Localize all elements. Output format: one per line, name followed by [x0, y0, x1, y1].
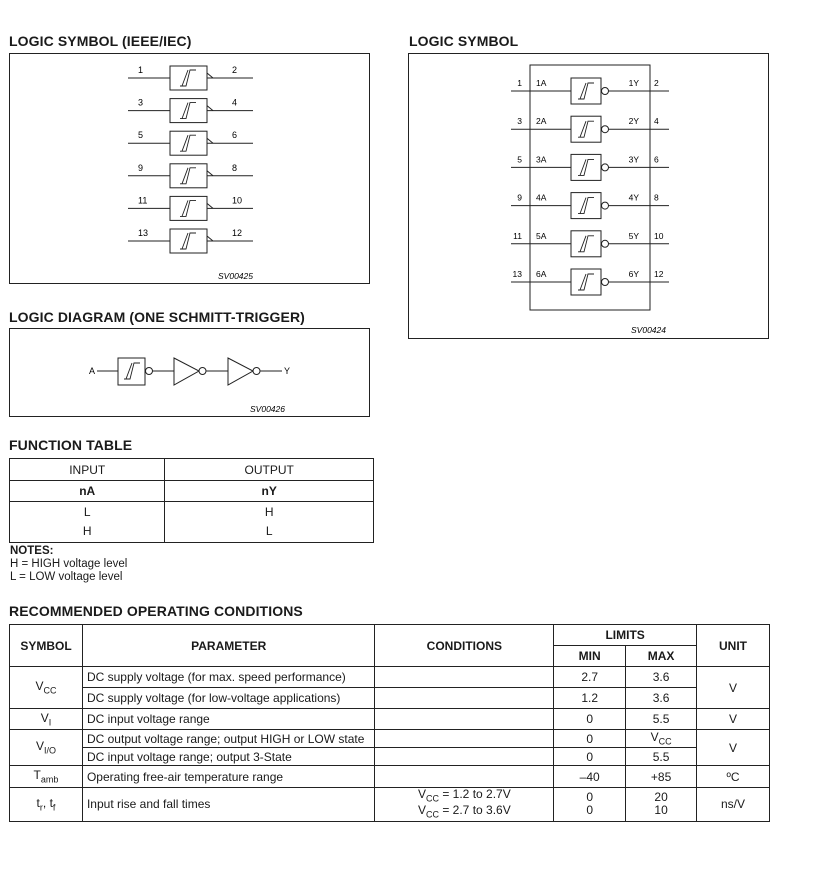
inversion-flag [207, 106, 213, 111]
roc-min: 2.7 [554, 667, 626, 688]
input-pin-number: 11 [138, 195, 148, 206]
figure-code: SV00425 [218, 271, 253, 281]
output-pin-number: 2 [232, 65, 238, 75]
roc-parameter: Input rise and fall times [82, 788, 375, 822]
roc-min: 0 [554, 730, 626, 748]
logic-diagram-title: LOGIC DIAGRAM (ONE SCHMITT-TRIGGER) [9, 309, 305, 325]
input-name: 2A [536, 116, 547, 127]
input-pin-number: 11 [513, 230, 522, 241]
input-name: 3A [536, 154, 547, 165]
inversion-bubble [602, 88, 609, 95]
output-pin-number: 8 [232, 162, 238, 173]
roc-parameter: DC supply voltage (for low-voltage applications) [82, 688, 375, 709]
output-pin-number: 10 [654, 230, 664, 241]
roc-max: +85 [626, 766, 697, 788]
roc-unit: V [697, 667, 770, 709]
input-pin-number: 9 [517, 192, 522, 203]
schmitt-gate-box [170, 99, 207, 123]
input-pin-number: 1 [138, 65, 144, 75]
inverter-triangle-icon [174, 358, 199, 385]
inversion-bubble [602, 202, 609, 209]
inversion-flag [207, 203, 213, 208]
logic-diagram-svg [10, 329, 369, 416]
hysteresis-icon [124, 363, 140, 379]
ft-cell: H [82, 524, 92, 538]
roc-conditions [375, 730, 554, 748]
logic-diagram-figure [9, 328, 370, 417]
inversion-flag [207, 73, 213, 78]
schmitt-gate-box [170, 66, 207, 90]
inversion-bubble [602, 164, 609, 171]
roc-unit: ºC [697, 766, 770, 788]
input-pin-number: 13 [512, 269, 522, 279]
output-pin-number: 2 [654, 78, 659, 88]
ft-cell: L [265, 524, 273, 538]
input-pin-number: 5 [138, 130, 144, 141]
roc-unit: ns/V [697, 788, 770, 822]
ft-subheader-na: nA [10, 481, 165, 502]
hysteresis-icon [578, 274, 594, 290]
ft-header-input: INPUT [10, 459, 165, 481]
inversion-flag [207, 138, 213, 143]
output-name: 4Y [628, 192, 639, 203]
ieee-symbol-figure [9, 53, 370, 284]
roc-title: RECOMMENDED OPERATING CONDITIONS [9, 603, 303, 619]
roc-parameter: DC output voltage range; output HIGH or LOW state [82, 730, 375, 748]
logic-symbol-svg [409, 54, 768, 338]
output-pin-number: 6 [654, 154, 659, 165]
roc-max: 5.5 [626, 709, 697, 730]
roc-conditions [375, 709, 554, 730]
hysteresis-icon [578, 198, 594, 214]
hysteresis-icon [180, 200, 196, 216]
ft-cell: L [83, 505, 91, 519]
ft-output-column [165, 502, 374, 543]
ft-subheader-ny: nY [165, 481, 374, 502]
inversion-bubble [602, 126, 609, 133]
output-pin-number: 10 [232, 195, 243, 206]
output-pin-number: 4 [654, 116, 659, 127]
diagram-output-label: Y [284, 366, 291, 376]
roc-parameter: Operating free-air temperature range [82, 766, 375, 788]
roc-min: 0 [554, 709, 626, 730]
input-name: 6A [536, 269, 547, 279]
figure-code: SV00424 [631, 325, 666, 335]
output-name: 3Y [628, 154, 639, 165]
schmitt-gate-box [170, 164, 207, 188]
diagram-input-label: A [89, 366, 96, 376]
input-name: 4A [536, 192, 547, 203]
roc-parameter: DC input voltage range; output 3-State [82, 748, 375, 766]
roc-symbol-vio: $V_{I/O}$ [10, 730, 83, 766]
roc-unit: V [697, 709, 770, 730]
inversion-bubble [602, 279, 609, 286]
roc-max: 3.6 [626, 688, 697, 709]
hysteresis-icon [180, 103, 196, 119]
roc-max: 5.5 [626, 748, 697, 766]
output-pin-number: 6 [232, 130, 238, 141]
roc-table [9, 624, 770, 822]
ft-input-column [10, 502, 165, 543]
roc-parameter: DC supply voltage (for max. speed performance) [82, 667, 375, 688]
roc-header-symbol: SYMBOL [10, 625, 83, 667]
hysteresis-icon [180, 135, 196, 151]
roc-header-max: MAX [626, 646, 697, 667]
roc-unit: V [697, 730, 770, 766]
note-line: H = HIGH voltage level [10, 558, 128, 570]
output-pin-number: 8 [654, 192, 659, 203]
input-pin-number: 9 [138, 162, 144, 173]
hysteresis-icon [180, 233, 196, 249]
output-pin-number: 12 [654, 269, 664, 279]
inversion-flag [207, 171, 213, 176]
output-pin-number: 4 [232, 97, 238, 108]
inversion-flag [207, 236, 213, 241]
roc-conditions: $V_{CC} = 1.2$ to 2.7V $V_{CC} = 2.7$ to 3.6V [375, 788, 554, 822]
roc-symbol-vi: $V_I$ [10, 709, 83, 730]
ft-cell: H [264, 505, 274, 519]
ft-header-output: OUTPUT [165, 459, 374, 481]
logic-symbol-figure [408, 53, 769, 339]
inversion-bubble [602, 240, 609, 247]
inversion-bubble [199, 368, 206, 375]
schmitt-gate-box [170, 196, 207, 220]
hysteresis-icon [578, 159, 594, 175]
schmitt-gate-box [170, 229, 207, 253]
output-name: 6Y [628, 269, 639, 279]
ieee-symbol-svg [10, 54, 369, 283]
roc-min: –40 [554, 766, 626, 788]
function-table-title: FUNCTION TABLE [9, 437, 133, 453]
hysteresis-icon [578, 121, 594, 137]
output-pin-number: 12 [232, 228, 243, 238]
roc-max: 20 10 [626, 788, 697, 822]
input-pin-number: 13 [138, 228, 149, 238]
logic-symbol-title: LOGIC SYMBOL [409, 33, 519, 49]
inverter-triangle-icon [228, 358, 253, 385]
roc-header-parameter: PARAMETER [82, 625, 375, 667]
roc-max: 3.6 [626, 667, 697, 688]
roc-symbol-trtf: $t_r$, $t_f$ [10, 788, 83, 822]
figure-code: SV00426 [250, 404, 285, 414]
inversion-bubble [253, 368, 260, 375]
roc-conditions [375, 748, 554, 766]
output-name: 1Y [628, 78, 639, 88]
roc-min: 0 0 [554, 788, 626, 822]
roc-header-min: MIN [554, 646, 626, 667]
input-name: 5A [536, 230, 547, 241]
roc-conditions [375, 766, 554, 788]
roc-max: $V_{CC}$ [626, 730, 697, 748]
notes-title: NOTES: [10, 545, 54, 557]
roc-min: 0 [554, 748, 626, 766]
hysteresis-icon [578, 236, 594, 252]
input-pin-number: 5 [517, 154, 522, 165]
note-line: L = LOW voltage level [10, 571, 123, 583]
roc-symbol-vcc: $V_{CC}$ [10, 667, 83, 709]
roc-header-limits: LIMITS [554, 625, 697, 646]
roc-symbol-tamb: $T_{amb}$ [10, 766, 83, 788]
hysteresis-icon [578, 83, 594, 99]
notes [10, 545, 127, 584]
roc-parameter: DC input voltage range [82, 709, 375, 730]
roc-header-conditions: CONDITIONS [375, 625, 554, 667]
function-table [9, 458, 374, 543]
output-name: 2Y [628, 116, 639, 127]
output-name: 5Y [628, 230, 639, 241]
inversion-bubble [146, 368, 153, 375]
schmitt-gate-box [170, 131, 207, 155]
roc-conditions [375, 667, 554, 688]
input-pin-number: 1 [517, 78, 522, 88]
input-pin-number: 3 [517, 116, 522, 127]
roc-header-unit: UNIT [697, 625, 770, 667]
input-name: 1A [536, 78, 547, 88]
input-pin-number: 3 [138, 97, 144, 108]
hysteresis-icon [180, 70, 196, 86]
roc-conditions [375, 688, 554, 709]
ieee-symbol-title: LOGIC SYMBOL (IEEE/IEC) [9, 33, 192, 49]
roc-min: 1.2 [554, 688, 626, 709]
hysteresis-icon [180, 168, 196, 184]
